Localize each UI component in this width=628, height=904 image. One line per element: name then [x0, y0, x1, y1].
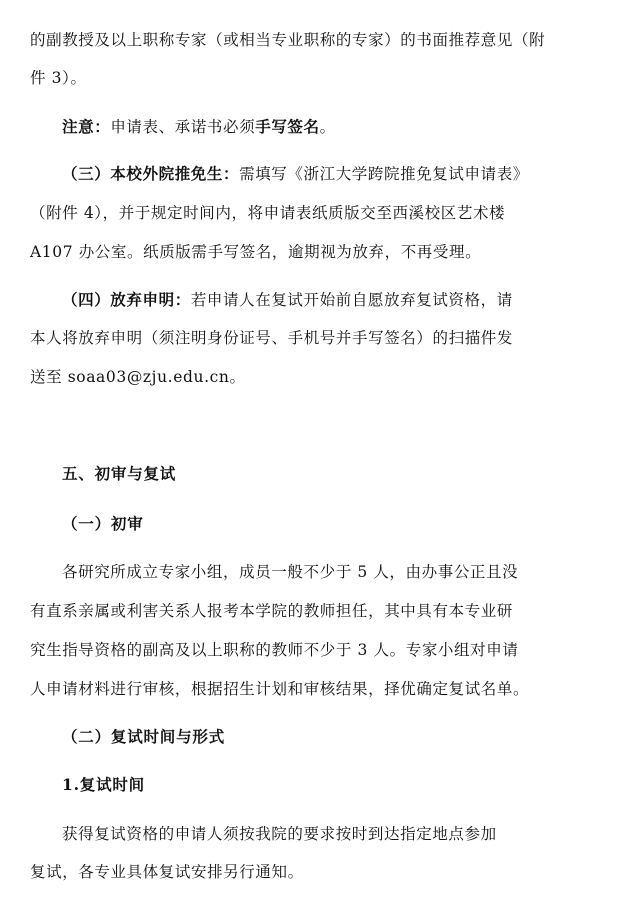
section3-label: （三）本校外院推免生：: [62, 164, 240, 183]
text-line: （附件 4），并于规定时间内，将申请表纸质版交至西溪校区艺术楼: [30, 204, 506, 222]
note-text-end: 。: [319, 118, 336, 136]
text-line: 人申请材料进行审核，根据招生计划和审核结果，择优确定复试名单。: [30, 680, 530, 698]
section4-label: （四）放弃申明：: [62, 290, 191, 309]
text-line: 有直系亲属或利害关系人报考本学院的教师担任，其中具有本专业研: [30, 602, 514, 620]
section3-text: 需填写《浙江大学跨院推免复试申请表》: [239, 165, 529, 183]
subsection-heading: （一）初审: [62, 514, 144, 533]
text-line: 送至 soaa03@zju.edu.cn。: [30, 368, 246, 386]
text-line: 的副教授及以上职称专家（或相当专业职称的专家）的书面推荐意见（附: [30, 31, 546, 49]
text-line: 本人将放弃申明（须注明身份证号、手机号并手写签名）的扫描件发: [30, 329, 514, 347]
section4-line: [62, 289, 513, 311]
note-text: 申请表、承诺书必须: [110, 118, 256, 136]
note-emphasis: 手写签名: [255, 117, 320, 136]
section-heading: 五、初审与复试: [62, 464, 177, 483]
section4-text: 若申请人在复试开始前自愿放弃复试资格，请: [190, 291, 513, 309]
text-line: 件 3）。: [30, 69, 87, 87]
section3-line: [62, 163, 529, 185]
subsection-heading: （二）复试时间与形式: [62, 727, 226, 746]
text-line: 复试，各专业具体复试安排另行通知。: [30, 863, 304, 881]
text-line: A107 办公室。纸质版需手写签名，逾期视为放弃，不再受理。: [30, 243, 482, 261]
note-label: 注意：: [62, 117, 111, 136]
subsection-heading: 1.复试时间: [62, 775, 145, 794]
text-line: 获得复试资格的申请人须按我院的要求按时到达指定地点参加: [62, 825, 497, 843]
text-line: 究生指导资格的副高及以上职称的教师不少于 3 人。专家小组对申请: [30, 641, 519, 659]
note-line: [62, 116, 336, 138]
text-line: 各研究所成立专家小组，成员一般不少于 5 人，由办事公正且没: [62, 563, 519, 581]
